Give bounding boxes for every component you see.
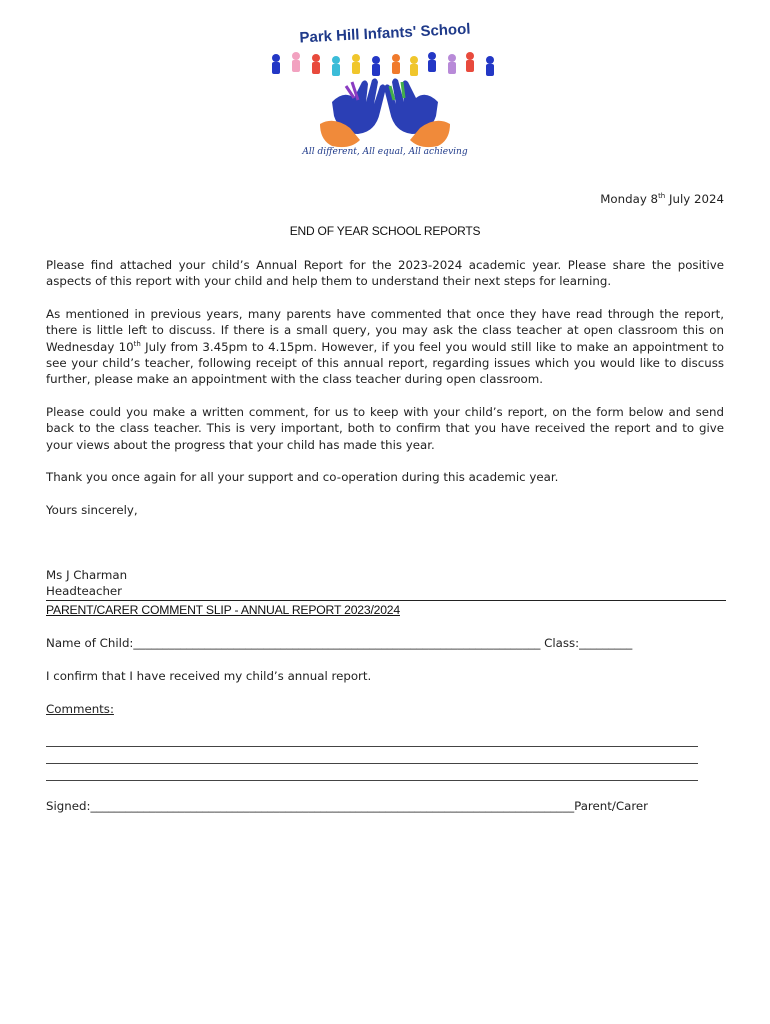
logo-motto: All different, All equal, All achieving <box>302 147 468 157</box>
school-logo <box>254 16 516 162</box>
letter-heading: END OF YEAR SCHOOL REPORTS <box>289 224 481 238</box>
section-divider <box>46 600 726 601</box>
paragraph-comment-request: Please could you make a written comment, for us to keep with your child’s report, on the form below and send back to the class teacher. This is very important, both to confirm that you have received the report and to give your views about the progress that your child has made this year. <box>46 405 724 452</box>
signatory-name: Ms J Charman <box>46 568 128 582</box>
confirm-statement: I confirm that I have received my child’s annual report. <box>46 669 372 683</box>
painted-hands-icon <box>320 78 450 147</box>
comments-label: Comments: <box>46 702 114 716</box>
closing-text: Yours sincerely, <box>46 503 138 517</box>
comment-line-1[interactable] <box>46 746 698 747</box>
comment-line-2[interactable] <box>46 763 698 764</box>
children-figures-icon <box>272 52 494 76</box>
child-name-field[interactable]: Name of Child:_____________________________________________________________________ Class:_________ <box>46 636 633 650</box>
slip-title: PARENT/CARER COMMENT SLIP - ANNUAL REPORT 2023/2024 <box>46 603 400 617</box>
signature-field[interactable]: Signed:__________________________________________________________________________________Parent/Carer <box>46 799 649 813</box>
logo-school-name: Park Hill Infants' School <box>299 20 471 47</box>
letter-date: Monday 8th July 2024 <box>600 192 724 206</box>
signatory-title: Headteacher <box>46 584 123 598</box>
paragraph-discussion: As mentioned in previous years, many parents have commented that once they have read through the report, there is little left to discuss. If there is a small query, you may ask the class teacher at open classroom this on Wednesday 10th July from 3.45pm to 4.15pm. However, if you feel you would still like to make an appointment to see your child’s teacher, following receipt of this annual report, regarding issues which you would like to discuss further, please make an appointment with the class teacher during open classroom. <box>46 307 725 387</box>
comment-line-3[interactable] <box>46 780 698 781</box>
paragraph-intro: Please find attached your child’s Annual Report for the 2023-2024 academic year. Please share the positive aspects of this report with your child and help them to understand their next steps for learning. <box>46 258 724 289</box>
paragraph-thanks: Thank you once again for all your support and co-operation during this academic year. <box>46 470 559 484</box>
